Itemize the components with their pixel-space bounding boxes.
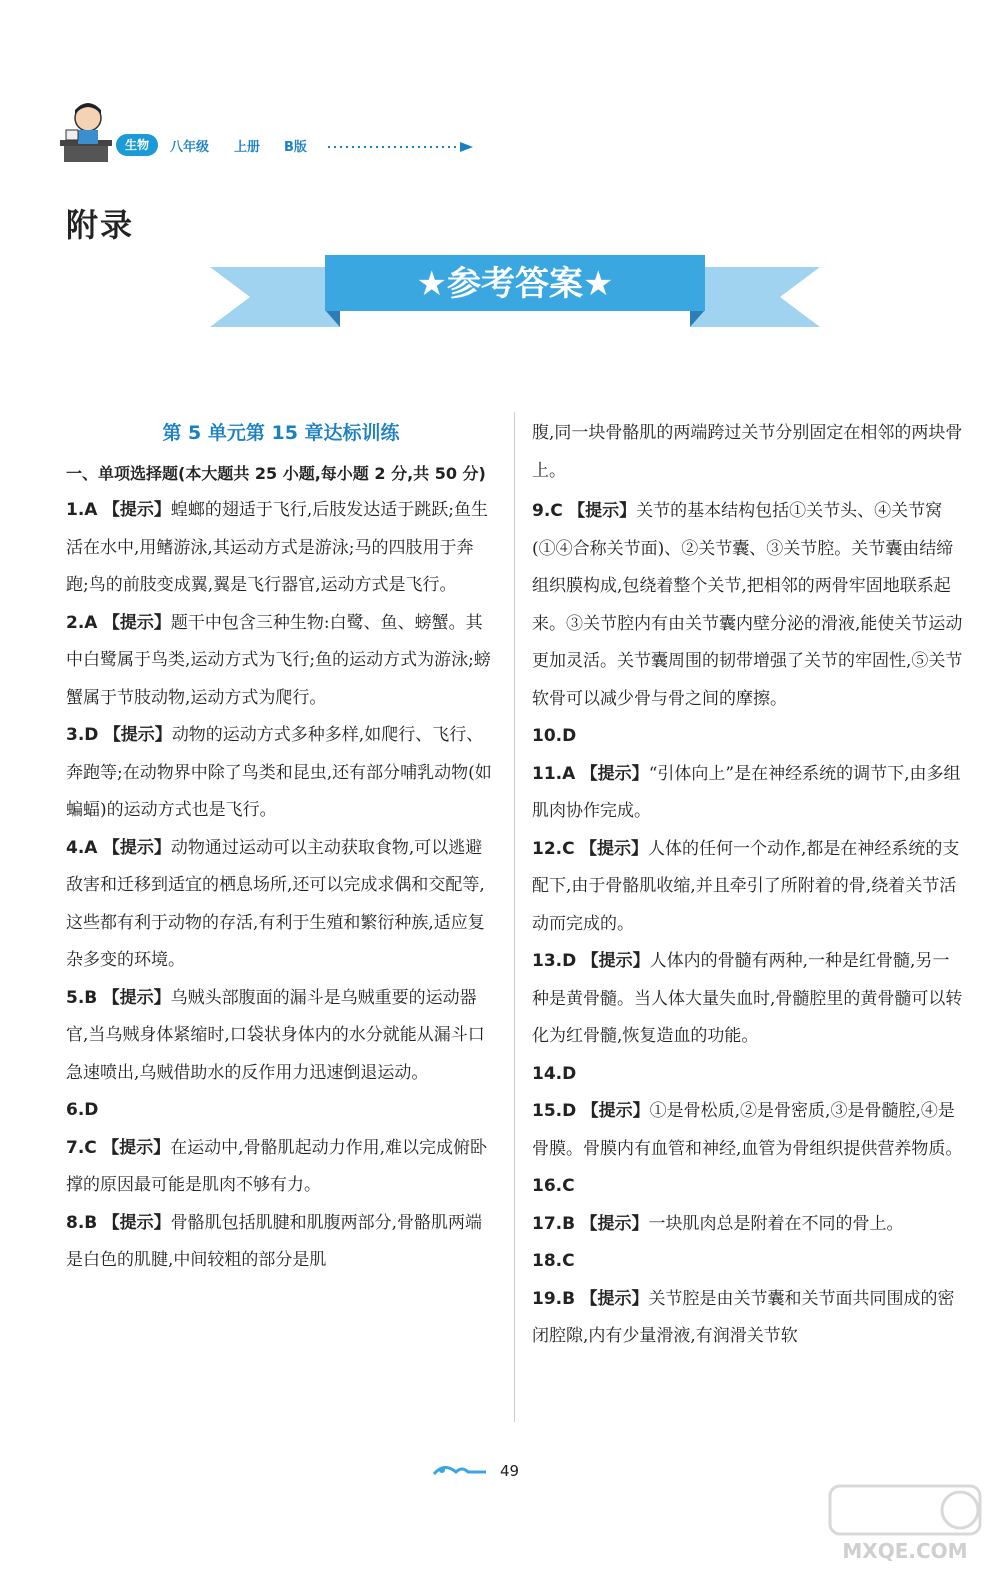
edition-label: B版: [284, 140, 307, 155]
answer-explanation: 关节的基本结构包括①关节头、④关节窝(①④合称关节面)、②关节囊、③关节腔。关节囊由结缔组织膜构成,包绕着整个关节,把相邻的两骨牢固地联系起来。③关节腔内有由关节囊内壁分泌的滑液,能使关节运动更加灵活。关节囊周围的韧带增强了关节的牢固性,⑤关节软骨可以减少骨与骨之间的摩擦。: [532, 501, 963, 709]
answer-number: 4.A: [66, 837, 98, 858]
answer-number: 13.D: [532, 951, 577, 971]
answer-number: 8.B: [66, 1212, 98, 1233]
answer-explanation: 关节腔是由关节囊和关节面共同围成的密闭腔隙,内有少量滑液,有润滑关节软: [532, 1288, 955, 1346]
answer-item: [66, 1130, 496, 1205]
answer-number: 19.B: [532, 1288, 576, 1309]
answer-number: 1.A: [66, 500, 98, 520]
answer-explanation: 在运动中,骨骼肌起动力作用,难以完成俯卧撑的原因最可能是肌肉不够有力。: [66, 1137, 487, 1195]
answer-explanation: 一块肌肉总是附着在不同的骨上。: [648, 1213, 904, 1234]
answer-number: 3.D: [66, 725, 99, 745]
volume-label: 上册: [234, 140, 261, 155]
watermark-text: MXQE.COM: [842, 1539, 968, 1563]
continuation-text: 腹,同一块骨骼肌的两端跨过关节分别固定在相邻的两块骨上。: [532, 423, 963, 481]
tip-label: 【提示】: [102, 837, 171, 858]
student-mascot-icon: [60, 100, 112, 166]
page-number: 49: [500, 1462, 520, 1480]
tip-label: 【提示】: [581, 1101, 650, 1121]
right-column: [532, 415, 964, 1356]
tip-label: 【提示】: [568, 501, 637, 521]
answer-explanation: 骨骼肌包括肌腱和肌腹两部分,骨骼肌两端是白色的肌腱,中间较粗的部分是肌: [66, 1212, 483, 1270]
answer-key-banner: [210, 255, 820, 330]
answer-number: 5.B: [66, 987, 98, 1008]
answer-item: [66, 830, 496, 980]
answer-item: [532, 1281, 964, 1356]
bird-decoration-icon: [432, 1460, 488, 1482]
answer-number: 15.D: [532, 1101, 577, 1121]
tip-label: 【提示】: [580, 838, 648, 859]
right-answer-list: [532, 493, 964, 1356]
column-divider: [514, 412, 515, 1422]
answer-explanation: 蝗螂的翅适于飞行,后肢发达适于跳跃;鱼生活在水中,用鳍游泳,其运动方式是游泳;马的四肢用于奔跑;鸟的前肢变成翼,翼是飞行器官,运动方式是飞行。: [66, 500, 488, 595]
tip-label: 【提示】: [103, 725, 172, 745]
answer-explanation: ①是骨松质,②是骨密质,③是骨髓腔,④是骨膜。骨膜内有血管和神经,血管为骨组织提供营养物质。: [532, 1101, 963, 1159]
answer-number: 6.D: [66, 1100, 99, 1120]
answer-item: [532, 1056, 964, 1094]
answer-explanation: 题干中包含三种生物:白鹭、鱼、螃蟹。其中白鹭属于鸟类,运动方式为飞行;鱼的运动方式为游泳;螃蟹属于节肢动物,运动方式为爬行。: [66, 612, 491, 708]
answer-item: [532, 1243, 964, 1281]
answer-item: [532, 756, 964, 831]
tip-label: 【提示】: [580, 1288, 649, 1309]
tip-label: 【提示】: [102, 1212, 171, 1233]
answer-number: 7.C: [66, 1137, 97, 1158]
answer-explanation: 人体内的骨髓有两种,一种是红骨髓,另一种是黄骨髓。当人体大量失血时,骨髓腔里的黄骨髓可以转化为红骨髓,恢复造血的功能。: [532, 951, 963, 1046]
banner-title: ★参考答案★: [416, 264, 614, 304]
grade-label: 八年级: [170, 140, 210, 155]
answer-item: [66, 1092, 496, 1130]
answer-item: [532, 493, 964, 718]
appendix-title: 附录: [66, 206, 135, 244]
answer-item: [66, 980, 496, 1093]
left-answer-list: [66, 492, 496, 1280]
answer-explanation: 动物通过运动可以主动获取食物,可以逃避敌害和迁移到适宜的栖息场所,还可以完成求偶和交配等,这些都有利于动物的存活,有利于生殖和繁衍种族,适应复杂多变的环境。: [66, 837, 485, 970]
answer-item: [66, 605, 496, 718]
page-header: [60, 100, 520, 170]
dotted-arrow-icon: [328, 140, 478, 154]
subject-badge: 生物: [116, 134, 158, 156]
tip-label: 【提示】: [580, 1213, 649, 1234]
answer-item: [532, 831, 964, 944]
answer-number: 16.C: [532, 1176, 575, 1196]
answer-item: [532, 1206, 964, 1244]
answer-item: [66, 1205, 496, 1280]
answer-item: [66, 492, 496, 605]
tip-label: 【提示】: [102, 500, 171, 520]
watermark-logo: [820, 1478, 990, 1568]
left-column: [66, 415, 496, 1280]
tip-label: 【提示】: [580, 763, 649, 784]
tip-label: 【提示】: [102, 987, 171, 1008]
answer-number: 17.B: [532, 1213, 576, 1234]
answer-item: [532, 718, 964, 756]
answer-item: [532, 1093, 964, 1168]
answer-item: [66, 717, 496, 830]
answer-number: 9.C: [532, 501, 563, 521]
answer-number: 14.D: [532, 1063, 577, 1084]
answer-number: 18.C: [532, 1251, 575, 1271]
answer-number: 12.C: [532, 838, 575, 859]
tip-label: 【提示】: [581, 951, 650, 971]
answer-explanation: 人体的任何一个动作,都是在神经系统的支配下,由于骨骼肌收缩,并且牵引了所附着的骨,绕着关节活动而完成的。: [532, 838, 960, 934]
answer-explanation: “引体向上”是在神经系统的调节下,由多组肌肉协作完成。: [532, 763, 961, 821]
tip-label: 【提示】: [102, 612, 171, 633]
answer-number: 2.A: [66, 612, 98, 633]
tip-label: 【提示】: [102, 1137, 171, 1158]
answer-item: [532, 943, 964, 1056]
section-title: 第 5 单元第 15 章达标训练: [162, 422, 400, 444]
answer-number: 11.A: [532, 763, 576, 784]
answer-number: 10.D: [532, 726, 577, 746]
question-type-heading: 一、单项选择题(本大题共 25 小题,每小题 2 分,共 50 分): [66, 463, 486, 483]
answer-explanation: 动物的运动方式多种多样,如爬行、飞行、奔跑等;在动物界中除了鸟类和昆虫,还有部分哺乳动物(如蝙蝠)的运动方式也是飞行。: [66, 725, 492, 820]
answer-item: [532, 1168, 964, 1206]
answer-explanation: 乌贼头部腹面的漏斗是乌贼重要的运动器官,当乌贼身体紧缩时,口袋状身体内的水分就能从漏斗口急速喷出,乌贼借助水的反作用力迅速倒退运动。: [66, 987, 485, 1083]
